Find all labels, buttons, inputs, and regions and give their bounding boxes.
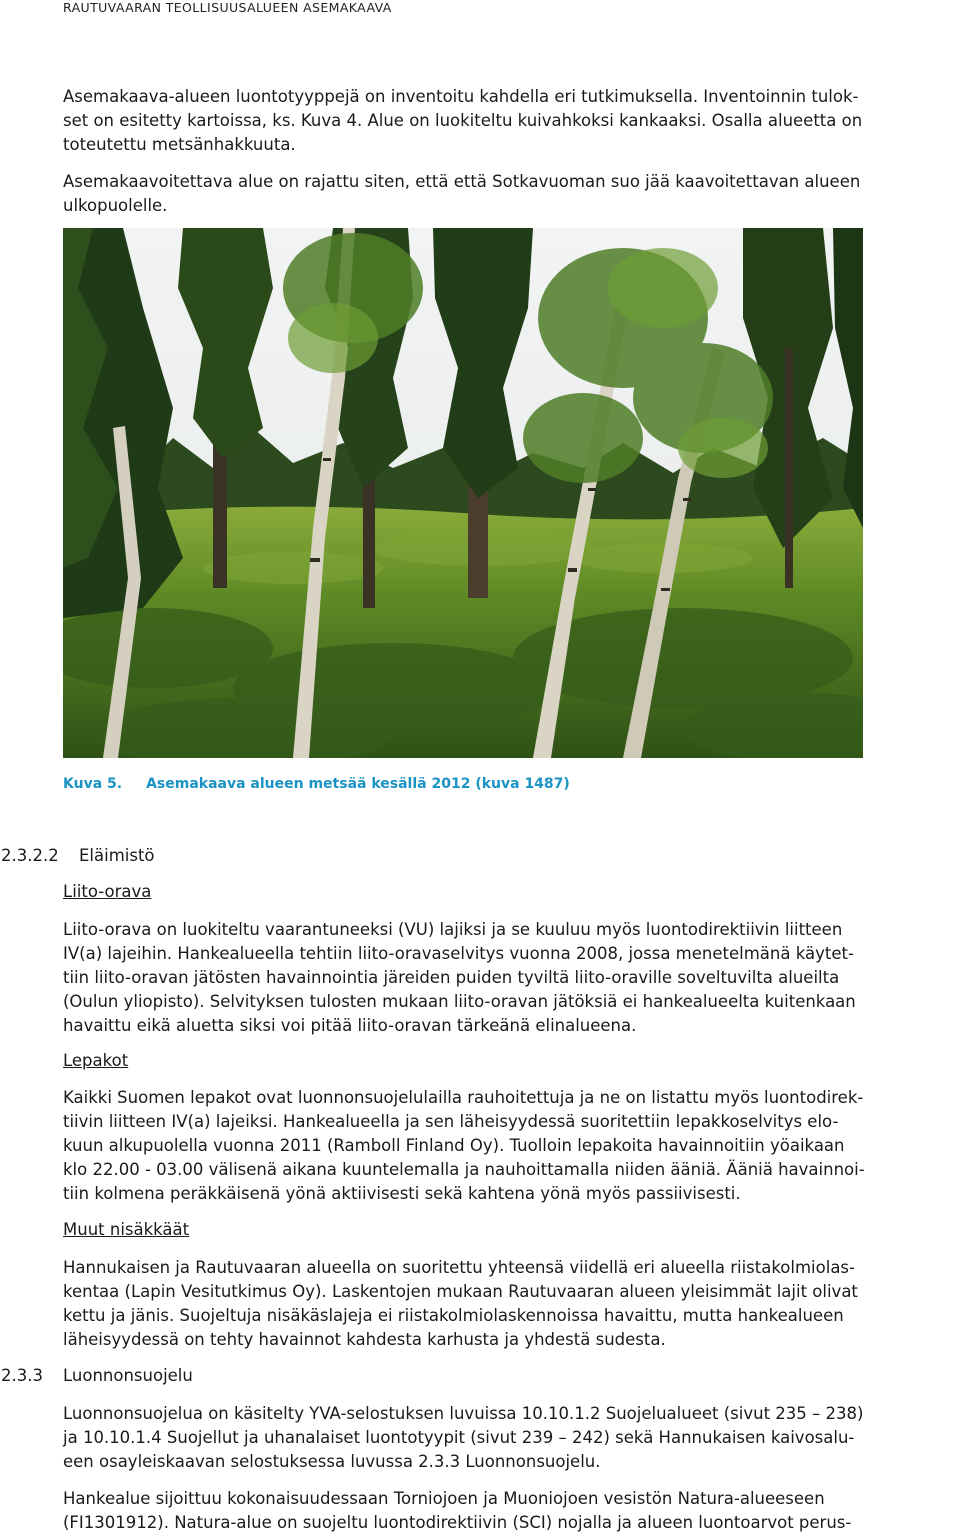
text-line: läheisyydessä on tehty havainnot kahdesta karhusta ja yhdestä sudesta. <box>63 1330 666 1349</box>
figure-caption-text: Asemakaava alueen metsää kesällä 2012 (kuva 1487) <box>146 776 570 792</box>
section-heading-luonnonsuojelu <box>1 1366 193 1385</box>
text-line: tiin liito-oravan jätösten havainnointia järeiden puiden tyviltä liito-oraville soveltuvilta alueilta <box>63 968 840 987</box>
paragraph-luonnonsuojelu-1 <box>63 1402 956 1474</box>
text-line: Asemakaavoitettava alue on rajattu siten, että että Sotkavuoman suo jää kaavoitettavan alueen <box>63 172 861 191</box>
running-header: RAUTUVAARAN TEOLLISUUSALUEEN ASEMAKAAVA <box>63 0 392 15</box>
paragraph-lepakot <box>63 1086 956 1206</box>
paragraph-luonnonsuojelu-2 <box>63 1487 956 1535</box>
section-number: 2.3.3 <box>1 1366 43 1385</box>
text-line: een osayleiskaavan selostuksessa luvussa 2.3.3 Luonnonsuojelu. <box>63 1452 601 1471</box>
section-heading-elaimisto <box>1 846 155 865</box>
text-line: (Oulun yliopisto). Selvityksen tulosten mukaan liito-oravan jätöksiä ei hankealueelta kuitenkaan <box>63 992 856 1011</box>
section-title: Luonnonsuojelu <box>63 1366 193 1385</box>
text-line: Hankealue sijoittuu kokonaisuudessaan Torniojoen ja Muoniojoen vesistön Natura-alueeseen <box>63 1489 825 1508</box>
text-line: klo 22.00 - 03.00 välisenä aikana kuuntelemalla ja nauhoittamalla niiden ääniä. Ääniä havainnoi- <box>63 1160 865 1179</box>
intro-paragraph-2 <box>63 170 956 218</box>
paragraph-liito-orava <box>63 918 956 1038</box>
text-line: tiivin liitteen IV(a) lajeiksi. Hankealueella ja sen läheisyydessä suoritettiin lepakkoselvitys elo- <box>63 1112 839 1131</box>
intro-paragraph <box>63 85 956 157</box>
text-line: Kaikki Suomen lepakot ovat luonnonsuojelulailla rauhoitettuja ja ne on listattu myös luontodirek- <box>63 1088 864 1107</box>
text-line: ja 10.10.1.4 Suojellut ja uhanalaiset luontotyypit (sivut 239 – 242) sekä Hannukaisen kaivosalu- <box>63 1428 855 1447</box>
text-line: kentaa (Lapin Vesitutkimus Oy). Laskentojen mukaan Rautuvaaran alueen yleisimmät lajit olivat <box>63 1282 858 1301</box>
section-number: 2.3.2.2 <box>1 846 59 865</box>
text-line: Hannukaisen ja Rautuvaaran alueella on suoritettu yhteensä viidellä eri alueella riistakolmiolas- <box>63 1258 855 1277</box>
text-line: havaittu eikä aluetta siksi voi pitää liito-oravan tärkeänä elinalueena. <box>63 1016 637 1035</box>
text-line: Asemakaava-alueen luontotyyppejä on inventoitu kahdella eri tutkimuksella. Inventoinnin tulok- <box>63 87 859 106</box>
figure-label: Kuva 5. <box>63 776 123 792</box>
text-line: IV(a) lajeihin. Hankealueella tehtiin liito-oravaselvitys vuonna 2008, jossa menetelmänä käytet- <box>63 944 854 963</box>
text-line: tiin kolmena peräkkäisenä yönä aktiivisesti sekä kahtena yönä myös passiivisesti. <box>63 1184 741 1203</box>
forest-illustration <box>63 228 863 758</box>
figure-caption <box>63 776 570 792</box>
text-line: set on esitetty kartoissa, ks. Kuva 4. Alue on luokiteltu kuivahkoksi kankaaksi. Osalla alueetta on <box>63 111 863 130</box>
text-line: toteutettu metsänhakkuuta. <box>63 135 296 154</box>
subheading-liito-orava: Liito-orava <box>63 882 152 901</box>
text-line: kuun alkupuolella vuonna 2011 (Ramboll Finland Oy). Tuolloin lepakoita havainnoitiin yöaikaan <box>63 1136 845 1155</box>
text-line: Liito-orava on luokiteltu vaarantuneeksi (VU) lajiksi ja se kuuluu myös luontodirektiivin liitteen <box>63 920 843 939</box>
section-title: Eläimistö <box>79 846 155 865</box>
subheading-muut-nisakkaat: Muut nisäkkäät <box>63 1220 190 1239</box>
text-line: Luonnonsuojelua on käsitelty YVA-selostuksen luvuissa 10.10.1.2 Suojelualueet (sivut 235 – 238) <box>63 1404 864 1423</box>
text-line: ulkopuolelle. <box>63 196 168 215</box>
paragraph-muut-nisakkaat <box>63 1256 956 1352</box>
forest-photo <box>63 228 863 758</box>
text-line: kettu ja jänis. Suojeltuja nisäkäslajeja ei riistakolmiolaskennoissa havaittu, mutta hankealueen <box>63 1306 844 1325</box>
subheading-lepakot: Lepakot <box>63 1051 129 1070</box>
text-line: (FI1301912). Natura-alue on suojeltu luontodirektiivin (SCI) nojalla ja alueen luontoarvot perus- <box>63 1513 852 1532</box>
